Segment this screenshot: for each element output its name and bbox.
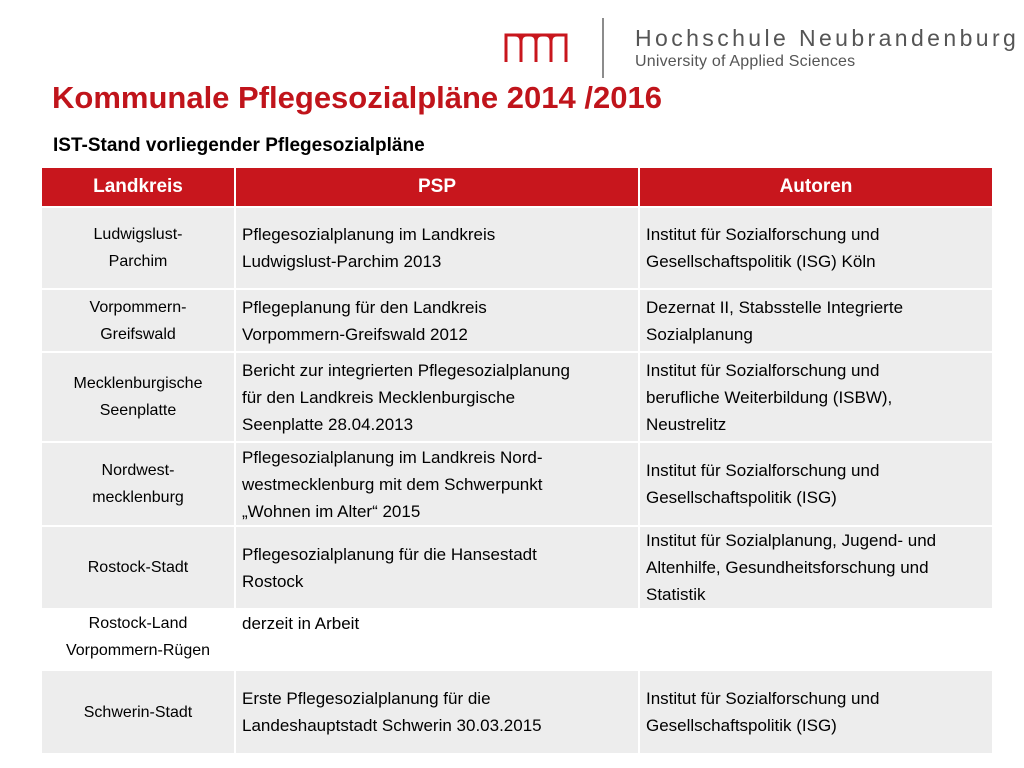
logo-name: Hochschule Neubrandenburg	[635, 25, 1020, 51]
cell-landkreis	[41, 526, 235, 609]
header-landkreis: Landkreis	[41, 167, 235, 207]
psp-table	[40, 166, 994, 755]
logo-divider	[602, 18, 604, 78]
cell-autoren	[639, 442, 993, 526]
cell-autoren-line: Gesellschaftspolitik (ISG)	[646, 488, 837, 507]
table-row	[41, 289, 993, 352]
cell-psp-line: Ludwigslust-Parchim 2013	[242, 252, 442, 271]
cell-landkreis-line: Greifswald	[100, 325, 176, 343]
cell-psp-line: Vorpommern-Greifswald 2012	[242, 324, 468, 344]
cell-landkreis-line: Nordwest-	[101, 462, 175, 479]
cell-psp-line: derzeit in Arbeit	[242, 614, 360, 633]
cell-autoren-line: Statistik	[646, 585, 706, 604]
cell-autoren	[639, 207, 993, 289]
university-logo	[503, 18, 1020, 78]
cell-psp	[235, 670, 639, 754]
page-title: Kommunale Pflegesozialpläne 2014 /2016	[52, 80, 662, 115]
cell-psp-line: Seenplatte 28.04.2013	[242, 414, 414, 434]
cell-landkreis-line: Parchim	[108, 253, 168, 270]
cell-autoren-line: Neustrelitz	[646, 414, 727, 434]
table-header-row	[41, 167, 993, 207]
cell-autoren-line: Altenhilfe, Gesundheitsforschung und	[646, 558, 929, 577]
cell-autoren	[639, 609, 993, 670]
cell-psp	[235, 352, 639, 442]
cell-autoren-line: Institut für Sozialforschung und	[646, 689, 880, 708]
table-row	[41, 352, 993, 442]
cell-psp-line: Bericht zur integrierten Pflegesozialplanung	[242, 360, 570, 380]
cell-landkreis-line: Rostock-Stadt	[87, 559, 189, 576]
logo-arches-icon	[503, 29, 569, 63]
cell-psp-line: Rostock	[242, 571, 304, 591]
cell-psp-line: westmecklenburg mit dem Schwerpunkt	[242, 474, 543, 494]
cell-psp-line: Pflegeplanung für den Landkreis	[242, 297, 487, 317]
cell-psp-line: „Wohnen im Alter“ 2015	[242, 501, 421, 521]
cell-psp-line: Pflegesozialplanung im Landkreis Nord-	[242, 447, 543, 467]
cell-landkreis-line: Vorpommern-	[89, 298, 187, 316]
cell-autoren-line: berufliche Weiterbildung (ISBW),	[646, 387, 893, 407]
table-row	[41, 670, 993, 754]
cell-landkreis-line: Vorpommern-Rügen	[65, 642, 211, 659]
cell-landkreis	[41, 289, 235, 352]
cell-autoren	[639, 670, 993, 754]
table-row	[41, 207, 993, 289]
cell-landkreis-line: Mecklenburgische	[73, 375, 203, 392]
cell-psp	[235, 289, 639, 352]
cell-landkreis	[41, 609, 235, 670]
page-subtitle: IST-Stand vorliegender Pflegesozialpläne	[53, 135, 425, 156]
logo-subtitle: University of Applied Sciences	[635, 53, 856, 70]
cell-landkreis-line: Seenplatte	[99, 402, 177, 419]
cell-psp-line: für den Landkreis Mecklenburgische	[242, 387, 516, 407]
cell-landkreis	[41, 670, 235, 754]
cell-autoren-line: Sozialplanung	[646, 324, 753, 344]
table-row	[41, 442, 993, 526]
cell-autoren	[639, 526, 993, 609]
cell-autoren-line: Institut für Sozialforschung und	[646, 461, 880, 480]
header-autoren: Autoren	[639, 167, 993, 207]
cell-psp	[235, 207, 639, 289]
cell-autoren-line: Dezernat II, Stabsstelle Integrierte	[646, 297, 904, 317]
cell-landkreis	[41, 352, 235, 442]
cell-psp-line: Erste Pflegesozialplanung für die	[242, 689, 491, 708]
table-row	[41, 609, 993, 670]
cell-psp-line: Landeshauptstadt Schwerin 30.03.2015	[242, 716, 542, 735]
cell-landkreis-line: Ludwigslust-	[93, 226, 183, 243]
cell-autoren-line: Institut für Sozialforschung und	[646, 360, 880, 380]
cell-autoren-line: Institut für Sozialplanung, Jugend- und	[646, 531, 937, 550]
cell-psp-line: Pflegesozialplanung im Landkreis	[242, 225, 496, 244]
cell-psp	[235, 609, 639, 670]
cell-autoren-line: Gesellschaftspolitik (ISG) Köln	[646, 252, 876, 271]
table-body	[41, 207, 993, 754]
cell-landkreis-line: mecklenburg	[92, 489, 184, 506]
cell-autoren-line: Institut für Sozialforschung und	[646, 225, 880, 244]
table-row	[41, 526, 993, 609]
cell-landkreis	[41, 207, 235, 289]
cell-psp	[235, 526, 639, 609]
cell-autoren-line: Gesellschaftspolitik (ISG)	[646, 716, 837, 735]
cell-landkreis	[41, 442, 235, 526]
header-psp: PSP	[235, 167, 639, 207]
cell-autoren	[639, 352, 993, 442]
cell-landkreis-line: Schwerin-Stadt	[83, 703, 193, 721]
cell-psp	[235, 442, 639, 526]
cell-autoren	[639, 289, 993, 352]
cell-psp-line: Pflegesozialplanung für die Hansestadt	[242, 544, 537, 564]
cell-landkreis-line: Rostock-Land	[88, 615, 188, 632]
